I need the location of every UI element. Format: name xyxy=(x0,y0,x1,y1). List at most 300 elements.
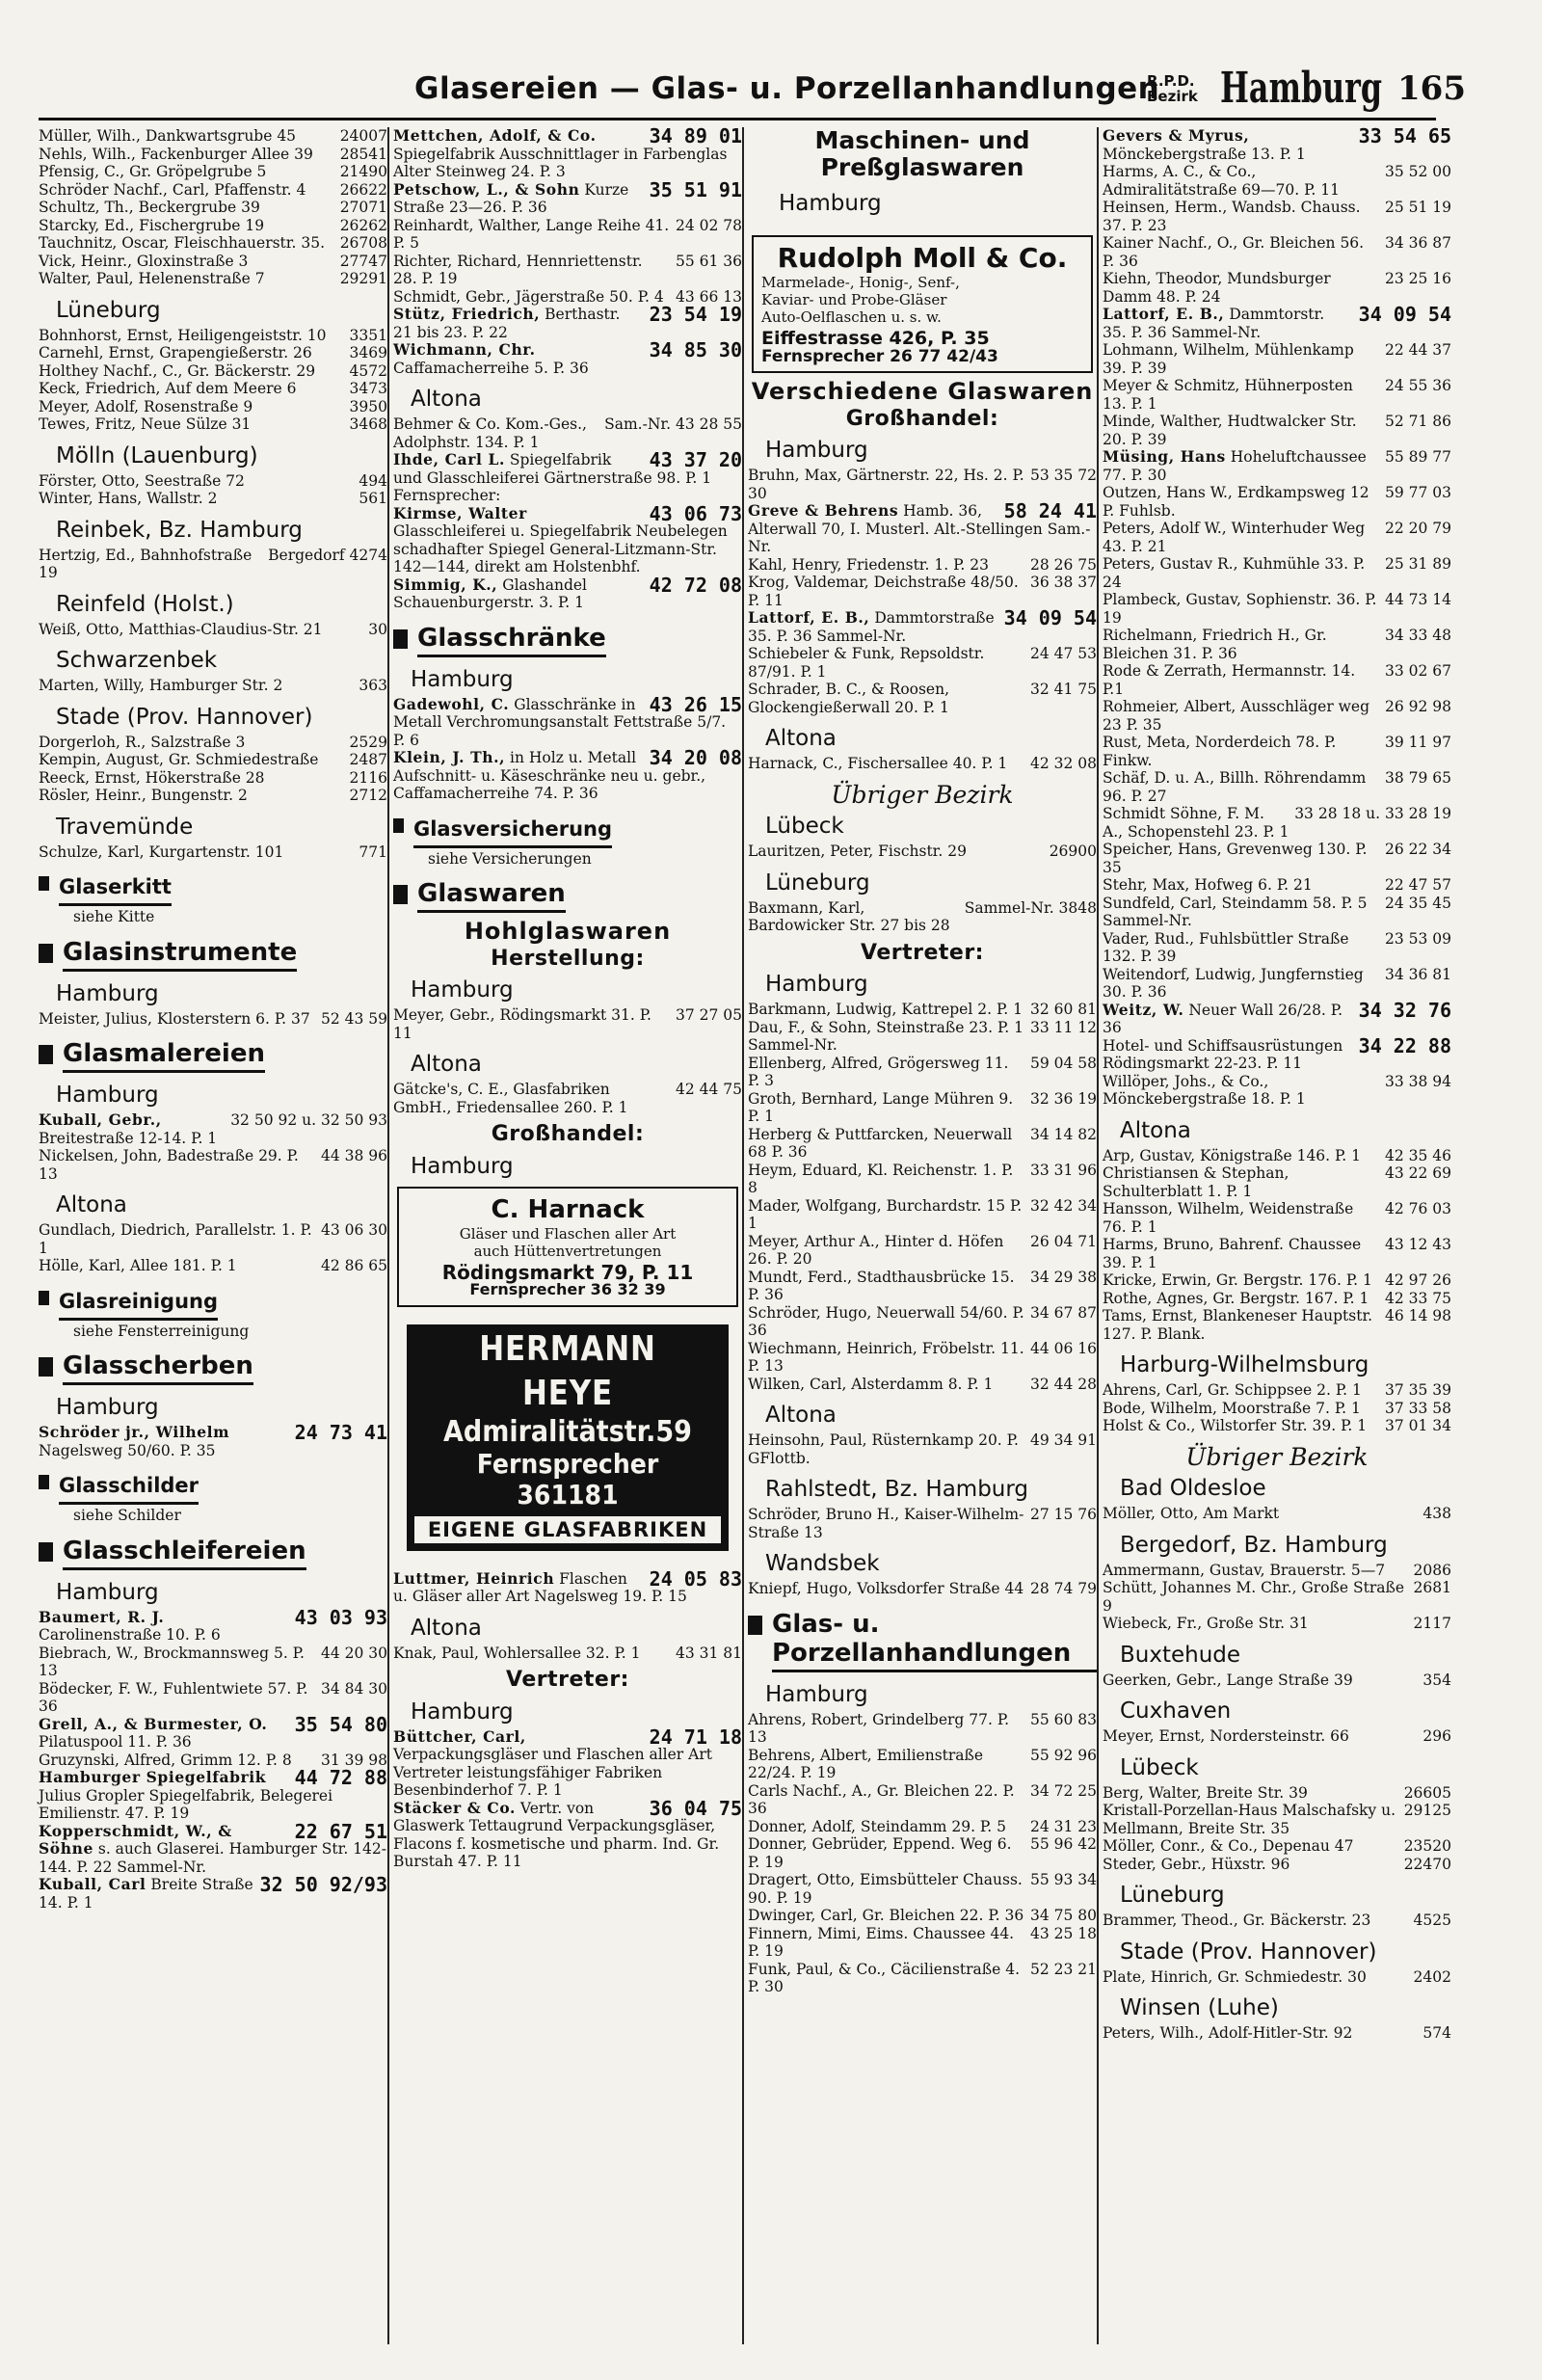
cross-reference: siehe Fensterreinigung xyxy=(73,1322,250,1340)
listing-phone: 55 96 42 xyxy=(1029,1835,1097,1853)
listing-entry xyxy=(748,1019,1097,1055)
listing-entry xyxy=(748,755,1097,773)
listing-text: Lauritzen, Peter, Fischstr. 29 xyxy=(748,842,967,860)
listing-text: Schultz, Th., Beckergrube 39 xyxy=(39,199,260,216)
column-2 xyxy=(393,124,742,1871)
subsection-heading: Verschiedene Glaswaren xyxy=(751,378,1094,405)
listing-phone: 32 41 75 xyxy=(1029,681,1097,698)
listing-text: Mönckebergstraße 13. P. 1 xyxy=(1103,145,1306,163)
city-heading: Altona xyxy=(411,387,482,412)
ad-phone: Fernsprecher 26 77 42/43 xyxy=(761,346,998,366)
listing-phone: 39 11 97 xyxy=(1384,734,1451,751)
listing-phone: 34 33 48 xyxy=(1384,627,1451,644)
listing-entry xyxy=(1103,734,1451,769)
listing-text: Kainer Nachf., O., Gr. Bleichen 56. P. 36 xyxy=(1103,234,1365,270)
city-heading: Altona xyxy=(56,1192,127,1217)
listing-phone: 27747 xyxy=(339,252,387,270)
listing-entry xyxy=(393,303,742,341)
listing-entry xyxy=(39,327,387,345)
listing-text: Tams, Ernst, Blankeneser Hauptstr. 127. P. Blank. xyxy=(1103,1307,1373,1343)
listing-entry xyxy=(1103,1856,1451,1874)
section-square-icon xyxy=(393,885,408,904)
listing-entry xyxy=(748,1747,1097,1782)
listing-entry xyxy=(1103,1615,1451,1633)
listing-phone: 24 05 83 xyxy=(649,1566,742,1591)
listing-text: Meyer, Adolf, Rosenstraße 9 xyxy=(39,397,253,415)
listing-firm-name: Kuball, Gebr., xyxy=(39,1110,162,1129)
listing-phone: 24007 xyxy=(339,127,387,145)
listing-text: Berg, Walter, Breite Str. 39 xyxy=(1103,1783,1308,1802)
listing-phone: 2116 xyxy=(349,768,387,787)
city-heading: Hamburg xyxy=(56,980,159,1006)
listing-phone: 25 31 89 xyxy=(1384,555,1451,573)
listing-text: Harms, Bruno, Bahrenf. Chaussee 39. P. 1 xyxy=(1103,1236,1362,1271)
listing-phone: 37 33 58 xyxy=(1384,1399,1451,1417)
listing-entry xyxy=(39,547,387,582)
listing-text: Knak, Paul, Wohlersallee 32. P. 1 xyxy=(393,1644,641,1662)
listing-text: Glashandel Schauenburgerstr. 3. P. 1 xyxy=(393,575,588,611)
section-title: Glasversicherung xyxy=(413,815,612,848)
listing-entry xyxy=(1103,895,1451,930)
listing-phone: 29291 xyxy=(339,270,387,287)
listing-entry xyxy=(1103,377,1451,413)
ad-line: Marmelade-, Honig-, Senf-, xyxy=(761,274,960,291)
listing-text: Schäf, D. u. A., Billh. Röhrendamm 96. P. 27 xyxy=(1103,769,1367,805)
listing-entry xyxy=(393,177,742,217)
listing-phone: Sam.-Nr. 43 28 55 xyxy=(604,415,742,433)
listing-phone: 22 44 37 xyxy=(1384,341,1451,359)
listing-firm-name: Weitz, W. xyxy=(1103,1000,1184,1019)
listing-firm-name: Ihde, Carl L. xyxy=(393,450,505,468)
listing-text: Hansson, Wilhelm, Weidenstraße 76. P. 1 xyxy=(1103,1200,1354,1236)
listing-phone: 55 60 83 xyxy=(1029,1710,1097,1728)
listing-text: Meyer & Schmitz, Hühnerposten 13. P. 1 xyxy=(1103,377,1353,413)
listing-text: Schmidt Söhne, F. M. A., Schopenstehl 23. P. 1 xyxy=(1103,805,1289,841)
listing-phone: 23520 xyxy=(1403,1837,1451,1855)
listing-text: Peters, Gustav R., Kuhmühle 33. P. 24 xyxy=(1103,555,1366,591)
listing-entry xyxy=(1103,1784,1451,1803)
listing-phone: 34 89 01 xyxy=(649,124,742,147)
listing-entry xyxy=(1103,1236,1451,1271)
ad-line: Gläser und Flaschen aller Art xyxy=(459,1224,677,1243)
city-heading: Lüneburg xyxy=(1120,1883,1225,1908)
listing-text: Bödecker, F. W., Fuhlentwiete 57. P. 36 xyxy=(39,1679,308,1715)
listing-entry xyxy=(39,380,387,398)
listing-phone: 44 38 96 xyxy=(320,1147,387,1164)
listing-firm-name: Stäcker & Co. xyxy=(393,1798,516,1817)
listing-phone: 55 93 34 xyxy=(1029,1871,1097,1888)
listing-text: Möller, Conr., & Co., Depenau 47 xyxy=(1103,1837,1354,1855)
listing-firm-name: Simmig, K., xyxy=(393,575,498,594)
listing-phone: 2117 xyxy=(1413,1615,1451,1632)
listing-text: Reeck, Ernst, Hökerstraße 28 xyxy=(39,768,265,787)
listing-text: Breite Straße 14. P. 1 xyxy=(39,1876,253,1912)
listing-phone: 43 22 69 xyxy=(1384,1164,1451,1182)
listing-text: Glasschleiferei u. Spiegelfabrik Neubelegen schadhafter Spiegel General-Litzmann-Str. 142—144, direkt am Holstenbhf. xyxy=(393,522,728,575)
section-square-icon xyxy=(393,629,408,649)
listing-firm-name: Kopperschmidt, W., & Söhne xyxy=(39,1821,232,1858)
listing-entry xyxy=(1103,876,1451,895)
listing-text: Vick, Heinr., Gloxinstraße 3 xyxy=(39,252,249,270)
listing-text: Rothe, Agnes, Gr. Bergstr. 167. P. 1 xyxy=(1103,1289,1369,1307)
listing-phone: 2529 xyxy=(349,733,387,751)
city-heading: Hamburg xyxy=(411,977,514,1003)
city-heading: Stade (Prov. Hannover) xyxy=(1120,1939,1377,1965)
header-rpd-label: R.P.D. xyxy=(1147,72,1195,90)
listing-phone: 34 85 30 xyxy=(649,338,742,361)
column-divider xyxy=(387,127,389,2344)
listing-phone: 26262 xyxy=(339,216,387,234)
listing-entry xyxy=(1103,1727,1451,1746)
listing-text: Schulze, Karl, Kurgartenstr. 101 xyxy=(39,842,284,861)
listing-text: Reinhardt, Walther, Lange Reihe 41. P. 5 xyxy=(393,216,670,252)
listing-text: Steder, Gebr., Hüxstr. 96 xyxy=(1103,1855,1290,1873)
listing-firm-name: Klein, J. Th., xyxy=(393,748,506,766)
listing-text: Brammer, Theod., Gr. Bäckerstr. 23 xyxy=(1103,1912,1371,1929)
section-title: Glaswaren xyxy=(417,879,566,913)
listing-phone: 44 73 14 xyxy=(1384,591,1451,608)
listing-phone: 34 29 38 xyxy=(1029,1268,1097,1286)
section-heading xyxy=(393,624,742,657)
listing-text: Gätcke's, C. E., Glasfabriken GmbH., Friedensallee 260. P. 1 xyxy=(393,1081,628,1116)
listing-phone: 43 31 81 xyxy=(675,1644,742,1662)
listing-entry xyxy=(1103,627,1451,662)
listing-text: Schmidt, Gebr., Jägerstraße 50. P. 4 xyxy=(393,287,664,306)
listing-text: Meister, Julius, Klosterstern 6. P. 37 xyxy=(39,1009,310,1028)
city-heading: Hamburg xyxy=(56,1579,159,1605)
listing-entry xyxy=(748,1711,1097,1747)
listing-phone: Sammel-Nr. 3848 xyxy=(964,898,1097,917)
listing-phone: 28541 xyxy=(339,145,387,163)
listing-text: Förster, Otto, Seestraße 72 xyxy=(39,471,245,490)
listing-text: Meyer, Arthur A., Hinter d. Höfen 26. P. 20 xyxy=(748,1232,1004,1268)
listing-text: Kniepf, Hugo, Volksdorfer Straße 44 xyxy=(748,1580,1024,1597)
header-city: Hamburg xyxy=(1220,64,1383,113)
listing-text: Breitestraße 12-14. P. 1 xyxy=(39,1129,218,1147)
city-heading: Stade (Prov. Hannover) xyxy=(56,704,313,730)
listing-entry xyxy=(1103,1033,1451,1073)
listing-text: Heinsohn, Paul, Rüsternkamp 20. P. GFlottb. xyxy=(748,1431,1019,1467)
listing-text: Dammtorstraße 35. P. 36 Sammel-Nr. xyxy=(748,609,995,645)
city-heading: Hamburg xyxy=(765,1681,868,1707)
listing-phone: 29125 xyxy=(1403,1802,1451,1819)
section-square-icon xyxy=(39,944,53,963)
city-heading: Hamburg xyxy=(56,1395,159,1420)
listing-phone: 34 36 81 xyxy=(1384,965,1451,983)
city-heading: Reinfeld (Holst.) xyxy=(56,591,234,617)
listing-firm-name: Kuball, Carl xyxy=(39,1875,146,1893)
ad-city: Hamburg xyxy=(779,191,882,216)
listing-entry xyxy=(1103,2024,1451,2043)
listing-entry xyxy=(393,415,742,451)
listing-entry xyxy=(1103,662,1451,698)
listing-phone: 42 32 08 xyxy=(1029,755,1097,772)
city-heading: Hamburg xyxy=(411,1153,514,1179)
listing-phone: 34 20 08 xyxy=(649,746,742,769)
city-heading: Harburg-Wilhelmsburg xyxy=(1120,1352,1369,1377)
listing-phone: 59 77 03 xyxy=(1384,484,1451,501)
listing-phone: 24 47 53 xyxy=(1029,645,1097,662)
section-square-icon xyxy=(39,1291,49,1305)
listing-entry xyxy=(1103,1073,1451,1109)
page-number: 165 xyxy=(1397,69,1466,108)
listing-entry xyxy=(1103,1802,1451,1837)
listing-entry xyxy=(1103,1400,1451,1418)
listing-entry xyxy=(748,556,1097,575)
listing-text: Bode, Wilhelm, Moorstraße 7. P. 1 xyxy=(1103,1399,1361,1417)
listing-phone: 22470 xyxy=(1403,1855,1451,1873)
listing-text: Pilatuspool 11. P. 36 xyxy=(39,1733,192,1751)
listing-entry xyxy=(393,573,742,612)
listing-entry xyxy=(393,1006,742,1042)
listing-phone: 58 24 41 xyxy=(1003,499,1097,522)
column-1 xyxy=(39,127,387,1912)
listing-text: Rohmeier, Albert, Ausschläger weg 23 P. 35 xyxy=(1103,698,1370,734)
subsection-heading: Großhandel: xyxy=(845,406,999,431)
listing-text: Pfensig, C., Gr. Gröpelgrube 5 xyxy=(39,163,267,180)
listing-entry xyxy=(1103,303,1451,341)
ad-line: auch Hüttenvertretungen xyxy=(473,1242,662,1260)
listing-text: Tauchnitz, Oscar, Fleischhauerstr. 35. xyxy=(39,234,325,252)
listing-entry xyxy=(748,1233,1097,1269)
listing-phone: 24 73 41 xyxy=(294,1421,387,1444)
listing-text: Schröder, Hugo, Neuerwall 54/60. P. 36 xyxy=(748,1303,1024,1339)
listing-phone: 26 04 71 xyxy=(1029,1232,1097,1250)
listing-entry xyxy=(748,1197,1097,1233)
listing-phone: 22 67 51 xyxy=(294,1819,387,1843)
listing-text: Behrens, Albert, Emilienstraße 22/24. P. 19 xyxy=(748,1746,984,1781)
listing-text: Herberg & Puttfarcken, Neuerwall 68 P. 36 xyxy=(748,1125,1013,1161)
listing-text: Kristall-Porzellan-Haus Malschafsky u. Mellmann, Breite Str. 35 xyxy=(1103,1802,1396,1837)
ad-address: Rödingsmarkt 79, P. 11 xyxy=(441,1260,694,1284)
ad-rudolph-moll xyxy=(752,235,1093,373)
listing-text: Harms, A. C., & Co., Admiralitätstraße 69—70. P. 11 xyxy=(1103,163,1340,199)
listing-entry xyxy=(39,621,387,639)
listing-entry xyxy=(1103,805,1451,841)
listing-entry xyxy=(748,1162,1097,1197)
header-rule xyxy=(39,118,1436,120)
listing-entry xyxy=(1103,1579,1451,1615)
listing-text: Mundt, Ferd., Stadthausbrücke 15. P. 36 xyxy=(748,1268,1015,1303)
listing-entry xyxy=(748,1782,1097,1818)
listing-text: Finnern, Mimi, Eims. Chaussee 44. P. 19 xyxy=(748,1924,1015,1960)
listing-text: Donner, Adolf, Steindamm 29. P. 5 xyxy=(748,1817,1006,1835)
listing-firm-name: Hamburger Spiegelfabrik xyxy=(39,1768,267,1786)
listing-entry xyxy=(748,1376,1097,1394)
listing-phone: 37 35 39 xyxy=(1384,1381,1451,1399)
listing-entry xyxy=(393,1645,742,1663)
listing-entry xyxy=(1103,698,1451,734)
listing-entry xyxy=(1103,930,1451,966)
listing-entry xyxy=(39,1645,387,1680)
listing-entry xyxy=(1103,1164,1451,1200)
listing-phone: 44 20 30 xyxy=(320,1644,387,1662)
column-4 xyxy=(1103,124,1451,2043)
city-heading: Lüneburg xyxy=(56,297,161,323)
listing-entry xyxy=(748,606,1097,645)
city-heading: Travemünde xyxy=(56,814,194,840)
listing-phone: 44 06 16 xyxy=(1029,1339,1097,1357)
city-heading: Lübeck xyxy=(1120,1754,1199,1780)
listing-text: Gundlach, Diedrich, Parallelstr. 1. P. 1 xyxy=(39,1221,312,1257)
listing-phone: 354 xyxy=(1422,1671,1451,1689)
listing-phone: 24 02 78 xyxy=(675,216,742,234)
listing-text: Nickelsen, John, Badestraße 29. P. 13 xyxy=(39,1147,299,1183)
listing-phone: 574 xyxy=(1422,2024,1451,2042)
listing-phone: 37 01 34 xyxy=(1384,1417,1451,1434)
cross-reference: siehe Schilder xyxy=(73,1507,181,1524)
section-title: Glasmalereien xyxy=(63,1039,265,1073)
section-heading xyxy=(39,1287,387,1321)
listing-phone: 33 28 18 u. 33 28 19 xyxy=(1294,805,1451,822)
column-divider xyxy=(1097,127,1099,2344)
section-square-icon xyxy=(39,1045,53,1064)
listing-text: Richelmann, Friedrich H., Gr. Bleichen 31. P. 36 xyxy=(1103,627,1327,662)
ad-title: Maschinen- und Preßglaswaren xyxy=(814,126,1030,181)
page-header xyxy=(39,64,1503,118)
listing-entry xyxy=(393,448,742,505)
listing-firm-name: Müsing, Hans xyxy=(1103,447,1226,466)
listing-text: Barkmann, Ludwig, Kattrepel 2. P. 1 xyxy=(748,1001,1023,1018)
listing-entry xyxy=(1103,341,1451,377)
section-square-icon xyxy=(39,876,49,891)
listing-entry xyxy=(39,1873,387,1912)
listing-text: Spiegelfabrik und Glasschleiferei Gärtnerstraße 98. P. 1 Fernsprecher: xyxy=(393,451,712,504)
listing-entry xyxy=(748,899,1097,935)
listing-firm-name: Gadewohl, C. xyxy=(393,694,510,713)
listing-entry xyxy=(1103,124,1451,163)
listing-text: Rode & Zerrath, Hermannstr. 14. P.1 xyxy=(1103,662,1356,698)
column-3 xyxy=(748,127,1097,1996)
listing-phone: 32 36 19 xyxy=(1029,1089,1097,1108)
listing-text: Tewes, Fritz, Neue Sülze 31 xyxy=(39,415,252,433)
listing-entry xyxy=(1103,1912,1451,1930)
ad-address: Admiralitätstr.59 xyxy=(443,1414,692,1449)
section-title: Glasscherben xyxy=(63,1351,253,1385)
section-square-icon xyxy=(393,818,404,833)
listing-phone: 3950 xyxy=(349,397,387,415)
listing-entry xyxy=(748,1431,1097,1467)
listing-phone: 27 15 76 xyxy=(1029,1506,1097,1523)
listing-text: Starcky, Ed., Fischergrube 19 xyxy=(39,216,265,234)
listing-text: Dau, F., & Sohn, Steinstraße 23. P. 1 Sammel-Nr. xyxy=(748,1018,1024,1054)
listing-text: Nagelsweg 50/60. P. 35 xyxy=(39,1441,216,1459)
listing-phone: 26 22 34 xyxy=(1384,841,1451,858)
ad-title: C. Harnack xyxy=(491,1194,645,1224)
listing-text: Plambeck, Gustav, Sophienstr. 36. P. 19 xyxy=(1103,591,1377,627)
listing-entry xyxy=(39,751,387,769)
section-heading xyxy=(393,879,742,913)
listing-phone: 3468 xyxy=(349,415,387,433)
city-heading: Lübeck xyxy=(765,814,844,839)
listing-text: Kiehn, Theodor, Mundsburger Damm 48. P. 24 xyxy=(1103,270,1331,306)
city-heading: Altona xyxy=(765,726,837,751)
listing-firm-name: Baumert, R. J. xyxy=(39,1607,165,1626)
listing-entry xyxy=(748,1340,1097,1376)
listing-phone: 438 xyxy=(1422,1505,1451,1522)
listing-entry xyxy=(1103,1271,1451,1290)
listing-phone: 34 75 80 xyxy=(1029,1907,1097,1924)
listing-entry xyxy=(748,1304,1097,1340)
listing-entry xyxy=(1103,234,1451,270)
listing-text: Hotel- und Schiffsausrüstungen Rödingsmarkt 22-23. P. 11 xyxy=(1103,1036,1343,1072)
listing-entry xyxy=(39,270,387,288)
listing-firm-name: Grell, A., & Burmester, O. xyxy=(39,1714,268,1733)
listing-text: Wilken, Carl, Alsterdamm 8. P. 1 xyxy=(748,1375,994,1393)
listing-phone: 25 51 19 xyxy=(1384,199,1451,216)
listing-phone: 44 72 88 xyxy=(294,1766,387,1789)
listing-phone: 494 xyxy=(359,471,387,490)
listing-phone: 34 67 87 xyxy=(1029,1303,1097,1322)
listing-text: Keck, Friedrich, Auf dem Meere 6 xyxy=(39,380,297,397)
listing-text: Schröder Nachf., Carl, Pfaffenstr. 4 xyxy=(39,180,306,199)
listing-phone: 296 xyxy=(1422,1727,1451,1745)
listing-text: Speicher, Hans, Grevenweg 130. P. 35 xyxy=(1103,841,1368,876)
listing-entry xyxy=(39,472,387,491)
listing-phone: 22 20 79 xyxy=(1384,520,1451,537)
listing-entry xyxy=(39,787,387,805)
section-square-icon xyxy=(39,1475,49,1489)
listing-phone: 3473 xyxy=(349,380,387,397)
listing-phone: 23 54 19 xyxy=(649,303,742,326)
listing-entry xyxy=(1103,555,1451,591)
listing-entry xyxy=(39,199,387,217)
listing-entry xyxy=(39,1421,387,1459)
listing-entry xyxy=(39,362,387,381)
listing-text: Dwinger, Carl, Gr. Bleichen 22. P. 36 xyxy=(748,1907,1024,1924)
section-square-icon xyxy=(39,1542,53,1562)
listing-entry xyxy=(39,344,387,362)
listing-text: Behmer & Co. Kom.-Ges., Adolphstr. 134. P. 1 xyxy=(393,415,587,451)
city-heading: Altona xyxy=(765,1403,837,1428)
listing-phone: 31 39 98 xyxy=(320,1751,387,1769)
listing-phone: 33 31 96 xyxy=(1029,1161,1097,1179)
listing-text: Müller, Wilh., Dankwartsgrube 45 xyxy=(39,127,297,145)
listing-text: Krog, Valdemar, Deichstraße 48/50. P. 11 xyxy=(748,574,1019,609)
listing-text: Outzen, Hans W., Erdkampsweg 12 P. Fuhlsb. xyxy=(1103,484,1369,520)
listing-firm-name: Lattorf, E. B., xyxy=(748,608,870,627)
listing-entry xyxy=(1103,1147,1451,1165)
listing-phone: 33 02 67 xyxy=(1384,662,1451,680)
listing-text: Gruzynski, Alfred, Grimm 12. P. 8 xyxy=(39,1751,292,1769)
listing-phone: 30 xyxy=(368,620,387,638)
listing-phone: 59 04 58 xyxy=(1029,1054,1097,1072)
listing-phone: 32 42 34 xyxy=(1029,1196,1097,1215)
listing-entry xyxy=(1103,998,1451,1037)
listing-phone: 32 44 28 xyxy=(1029,1375,1097,1393)
listing-firm-name: Wichmann, Chr. xyxy=(393,340,536,359)
listing-text: Mader, Wolfgang, Burchardstr. 15 P. 1 xyxy=(748,1196,1023,1232)
city-heading: Hamburg xyxy=(411,666,514,692)
listing-text: Schröder, Bruno H., Kaiser-Wilhelm-Straße 13 xyxy=(748,1506,1024,1541)
listing-text: s. auch Glaserei. Hamburger Str. 142-144. P. 22 Sammel-Nr. xyxy=(39,1840,387,1876)
listing-phone: 34 09 54 xyxy=(1358,303,1451,326)
listing-phone: 33 11 12 xyxy=(1029,1018,1097,1036)
ad-hermann-heye xyxy=(407,1324,729,1551)
city-heading: Hamburg xyxy=(765,438,868,463)
listing-phone: 42 76 03 xyxy=(1384,1200,1451,1217)
listing-text: Ahrens, Carl, Gr. Schippsee 2. P. 1 xyxy=(1103,1381,1362,1399)
listing-text: Weitendorf, Ludwig, Jungfernstieg 30. P. 36 xyxy=(1103,965,1364,1001)
listing-entry xyxy=(393,1725,742,1800)
listing-entry xyxy=(39,415,387,434)
listing-text: Baxmann, Karl, Bardowicker Str. 27 bis 28 xyxy=(748,898,950,934)
listing-firm-name: Mettchen, Adolf, & Co. xyxy=(393,126,597,145)
section-title: Glasschleifereien xyxy=(63,1537,306,1570)
ad-tagline: EIGENE GLASFABRIKEN xyxy=(412,1514,723,1545)
section-heading xyxy=(748,1610,1097,1672)
listing-text: Holst & Co., Wilstorfer Str. 39. P. 1 xyxy=(1103,1417,1368,1434)
